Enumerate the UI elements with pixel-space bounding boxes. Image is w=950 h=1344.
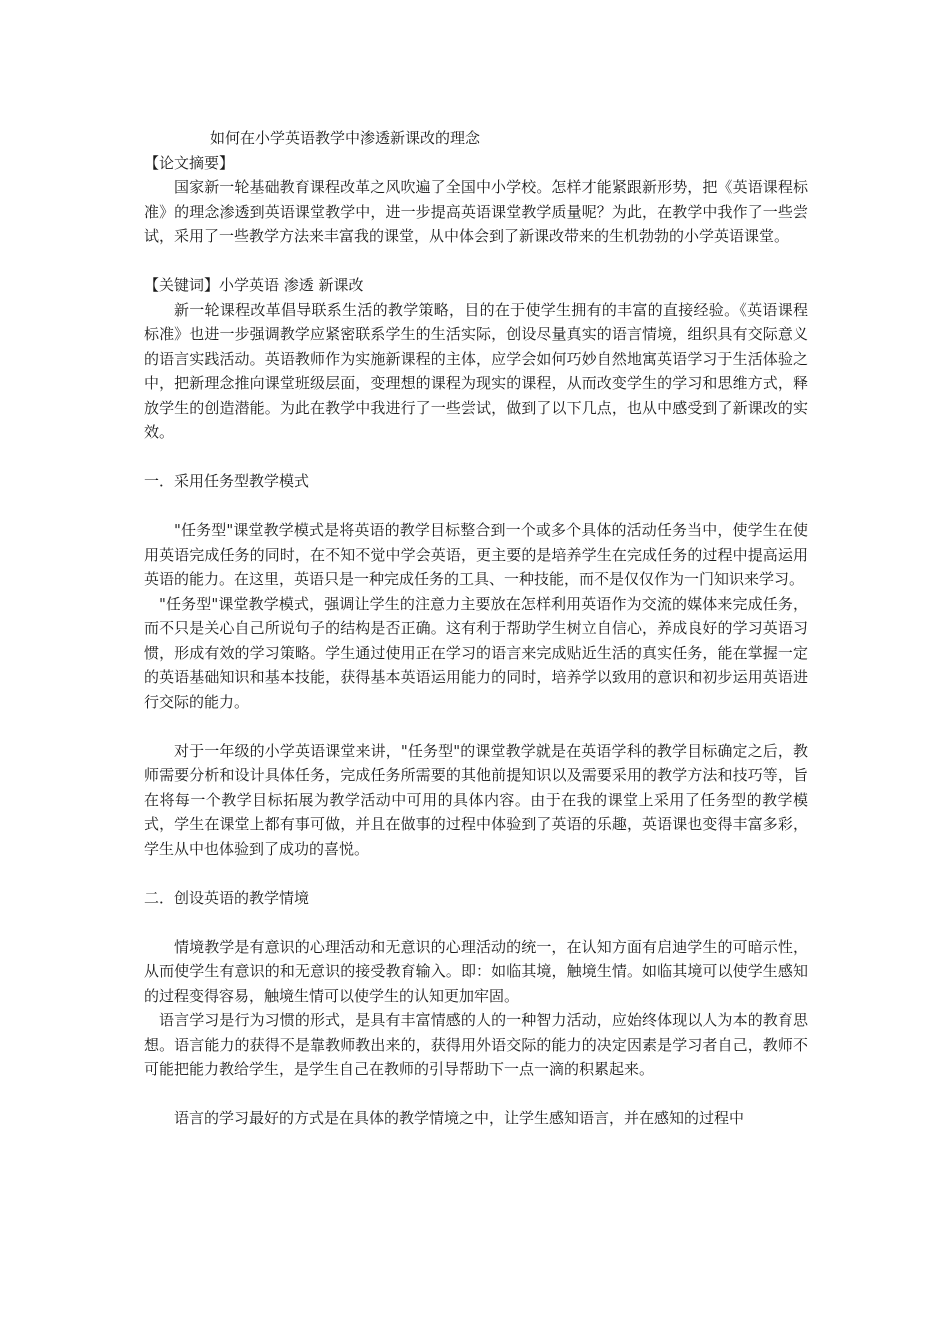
section1-heading: 一．采用任务型教学模式	[144, 472, 310, 490]
abstract-label: 【论文摘要】	[144, 153, 235, 172]
spacer	[144, 910, 808, 935]
section2-paragraph-3: 语言的学习最好的方式是在具体的教学情境之中，让学生感知语言，并在感知的过程中	[174, 1109, 745, 1127]
intro-paragraph: 新一轮课程改革倡导联系生活的教学策略，目的在于使学生拥有的丰富的直接经验。《英语课程标准》也进一步强调教学应紧密联系学生的生活实际，创设尽量真实的语言情境，组织具有交际意义的语言实践活动。英语教师作为实施新课程的主体，应学会如何巧妙自然地寓英语学习于生活体验之中，把新理念推向课堂班级层面，变理想的课程为现实的课程，从而改变学生的学习和思维方式，释放学生的创造潜能。为此在教学中我进行了一些尝试，做到了以下几点，也从中感受到了新课改的实效。	[144, 300, 808, 441]
document-title: 如何在小学英语教学中渗透新课改的理念	[210, 129, 481, 147]
document-page	[144, 126, 808, 1131]
spacer	[144, 445, 808, 470]
section2-heading: 二．创设英语的教学情境	[144, 888, 310, 907]
spacer	[144, 861, 808, 886]
spacer	[144, 494, 808, 519]
section1-paragraph-3: 对于一年级的小学英语课堂来讲，"任务型"的课堂教学就是在英语学科的教学目标确定之后，教师需要分析和设计具体任务，完成任务所需要的其他前提知识以及需要采用的教学方法和技巧等，旨在将每一个教学目标拓展为教学活动中可用的具体内容。由于在我的课堂上采用了任务型的教学模式，学生在课堂上都有事可做，并且在做事的过程中体验到了英语的乐趣，英语课也变得丰富多彩，学生从中也体验到了成功的喜悦。	[144, 741, 808, 858]
section1-paragraph-1: "任务型"课堂教学模式是将英语的教学目标整合到一个或多个具体的活动任务当中，使学生在使用英语完成任务的同时，在不知不觉中学会英语，更主要的是培养学生在完成任务的过程中提高运用英语的能力。在这里，英语只是一种完成任务的工具、一种技能，而不是仅仅作为一门知识来学习。	[144, 521, 808, 588]
section2-paragraph-1: 情境教学是有意识的心理活动和无意识的心理活动的统一，在认知方面有启迪学生的可暗示性，从而使学生有意识的和无意识的接受教育输入。即：如临其境，触境生情。如临其境可以使学生感知的过程变得容易，触境生情可以使学生的认知更加牢固。	[144, 937, 808, 1005]
spacer	[144, 714, 808, 739]
spacer	[144, 249, 808, 274]
abstract-paragraph: 国家新一轮基础教育课程改革之风吹遍了全国中小学校。怎样才能紧跟新形势，把《英语课程标准》的理念渗透到英语课堂教学中，进一步提高英语课堂教学质量呢？为此，在教学中我作了一些尝试，采用了一些教学方法来丰富我的课堂，从中体会到了新课改带来的生机勃勃的小学英语课堂。	[144, 178, 808, 245]
keywords-line: 【关键词】小学英语 渗透 新课改	[144, 276, 364, 294]
section2-paragraph-2: 语言学习是行为习惯的形式，是具有丰富情感的人的一种智力活动，应始终体现以人为本的教育思想。语言能力的获得不是靠教师教出来的，获得用外语交际的能力的决定因素是学习者自己，教师不可能把能力教给学生，是学生自己在教师的引导帮助下一点一滴的积累起来。	[144, 1011, 808, 1078]
section1-paragraph-2: "任务型"课堂教学模式，强调让学生的注意力主要放在怎样利用英语作为交流的媒体来完成任务，而不只是关心自己所说句子的结构是否正确。这有利于帮助学生树立自信心，养成良好的学习英语习惯，形成有效的学习策略。学生通过使用正在学习的语言来完成贴近生活的真实任务，能在掌握一定的英语基础知识和基本技能，获得基本英语运用能力的同时，培养学以致用的意识和初步运用英语进行交际的能力。	[144, 594, 808, 711]
spacer	[144, 1082, 808, 1107]
